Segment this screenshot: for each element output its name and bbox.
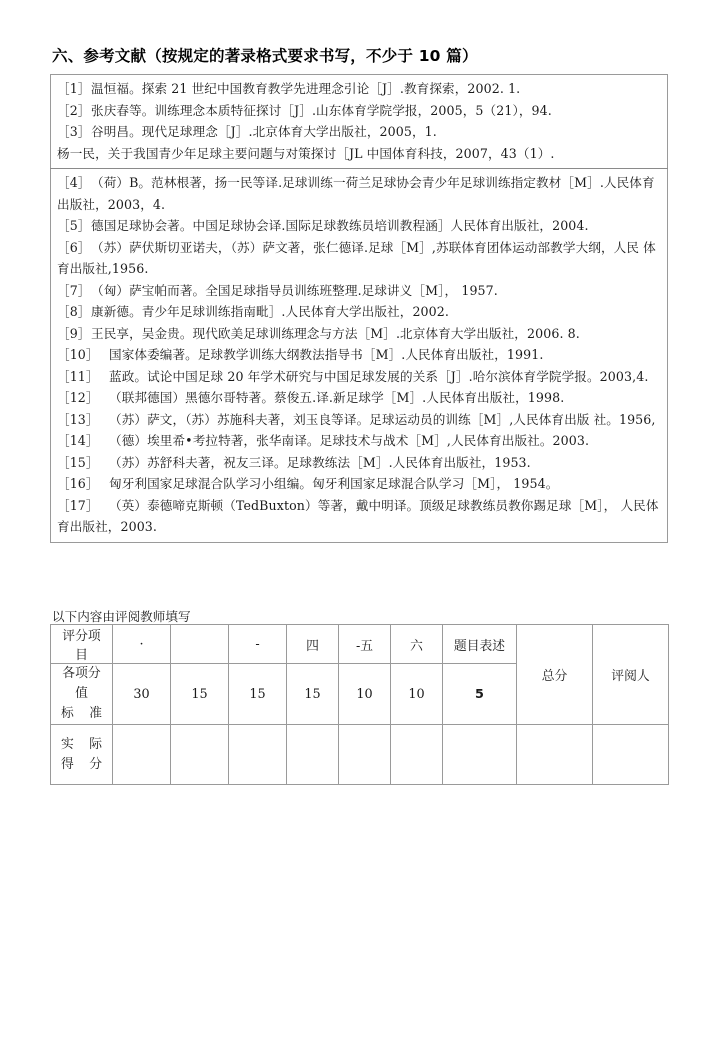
- reviewer-label: 评阅人: [593, 625, 669, 725]
- reference-item: [57, 430, 661, 452]
- reference-number: ［14］: [57, 433, 99, 448]
- reference-text: 谷明昌。现代足球理念［J］.北京体育大学出版社，2005，1.: [91, 124, 437, 139]
- score-blank-cell[interactable]: [171, 725, 229, 785]
- score-actual-line-2a: 得: [61, 756, 74, 772]
- score-actual-row: [51, 725, 669, 785]
- score-col-header-1: ·: [113, 625, 171, 664]
- reference-number: ［3］: [57, 124, 91, 139]
- reference-number: ［1］: [57, 81, 91, 96]
- references-group-1-cell: [51, 75, 668, 169]
- score-value-6: 10: [391, 664, 443, 725]
- score-row-label-actual: [51, 725, 113, 785]
- score-value-7: 5: [443, 664, 517, 725]
- score-blank-cell[interactable]: [113, 725, 171, 785]
- reference-text: 匈牙利国家足球混合队学习小组编。匈牙利国家足球混合队学习［M］， 1954。: [109, 476, 559, 491]
- score-actual-line-1a: 实: [61, 736, 74, 752]
- total-score-label: 总分: [517, 625, 593, 725]
- reference-number: ［11］: [57, 368, 99, 384]
- score-actual-line-2b: 分: [89, 756, 102, 772]
- reference-item: [57, 409, 661, 431]
- reference-item: [57, 387, 661, 409]
- score-row-label-header: 评分项目: [51, 625, 113, 664]
- reference-number: ［17］: [57, 497, 99, 513]
- score-value-5: 10: [339, 664, 391, 725]
- reference-item: [57, 452, 661, 474]
- reference-number: ［13］: [57, 411, 99, 427]
- reference-item: [57, 121, 661, 143]
- score-col-header-7: 题目表述: [443, 625, 517, 664]
- reference-text: 德国足球协会著。中国足球协会译.国际足球教练员培训教程涵］人民体育出版社，2004.: [91, 218, 589, 233]
- reference-text: 张庆春等。训练理念本质特征探讨［J］.山东体育学院学报，2005，5（21），94.: [91, 102, 552, 118]
- reference-number: ［12］: [57, 390, 99, 405]
- reference-text: 蓝政。试论中国足球 20 年学术研究与中国足球发展的关系［J］.哈尔滨体育学院学报。2003,4.: [109, 368, 649, 384]
- reference-item: [57, 78, 661, 100]
- reference-item: [57, 323, 661, 345]
- reference-text: 王民享，吴金贵。现代欧美足球训练理念与方法［M］.北京体育大学出版社，2006. 8.: [91, 325, 580, 341]
- reference-item: [57, 100, 661, 122]
- score-actual-line-1b: 际: [89, 736, 102, 752]
- reference-item: [57, 172, 661, 215]
- score-col-header-4: 四: [287, 625, 339, 664]
- score-value-4: 15: [287, 664, 339, 725]
- reference-item: [57, 280, 661, 302]
- score-row-label-standard: [51, 664, 113, 725]
- reference-text: （联邦德国）黑德尔哥特著。蔡俊五.译.新足球学［M］.人民体育出版社，1998.: [109, 390, 565, 405]
- score-standard-line-2b: 准: [89, 706, 102, 721]
- score-table: [50, 624, 669, 785]
- page-title: 六、参考文献（按规定的著录格式要求书写，不少于 10 篇）: [52, 47, 478, 65]
- reference-item: [57, 366, 661, 388]
- reference-item: [57, 495, 661, 538]
- reference-text: （英）泰德啼克斯顿（TedBuxton）等著，戴中明译。顶级足球教练员教你踢足球［M］， 人民体育出版社，2003.: [57, 497, 659, 534]
- reference-item: [57, 215, 661, 237]
- reference-item: [57, 237, 661, 280]
- score-standard-line-2a: 标: [61, 706, 74, 721]
- reference-trailing-line: 杨一民，关于我国青少年足球主要问题与对策探讨［JL 中国体育科技，2007，43（1）.: [57, 145, 555, 161]
- score-col-header-2: [171, 625, 229, 664]
- references-group-1-row: [51, 75, 668, 169]
- score-value-1: 30: [113, 664, 171, 725]
- reference-number: ［16］: [57, 476, 99, 491]
- score-blank-cell[interactable]: [443, 725, 517, 785]
- reference-number: ［4］: [57, 175, 91, 190]
- reference-number: ［2］: [57, 102, 91, 118]
- references-group-2-cell: [51, 169, 668, 543]
- score-col-header-5: -五: [339, 625, 391, 664]
- teacher-fill-label: 以下内容由评阅教师填写: [52, 609, 191, 624]
- reference-number: ［15］: [57, 454, 99, 470]
- score-col-header-3: ‐: [229, 625, 287, 664]
- score-blank-cell[interactable]: [339, 725, 391, 785]
- reference-number: ［5］: [57, 218, 91, 233]
- reference-number: ［10］: [57, 347, 99, 362]
- reference-text: （苏）苏舒科夫著，祝友三译。足球教练法［M］.人民体育出版社，1953.: [109, 454, 531, 470]
- score-blank-cell[interactable]: [391, 725, 443, 785]
- reference-item: [57, 473, 661, 495]
- reference-number: ［6］: [57, 239, 91, 255]
- reference-number: ［8］: [57, 304, 91, 319]
- reference-text: （匈）萨宝帕而著。全国足球指导员训练班整理.足球讲义［M］， 1957.: [91, 282, 498, 298]
- score-value-2: 15: [171, 664, 229, 725]
- reference-text: （德）埃里希•考拉特著，张华南译。足球技术与战术［M］,人民体育出版社。2003.: [109, 433, 590, 448]
- references-box: [50, 74, 668, 543]
- score-blank-cell[interactable]: [229, 725, 287, 785]
- reference-text: 温恒福。探索 21 世纪中国教育教学先进理念引论［J］.教育探索，2002. 1.: [91, 81, 521, 96]
- reference-number: ［7］: [57, 282, 91, 298]
- score-value-3: 15: [229, 664, 287, 725]
- reference-text: （苏）萨文，（苏）苏施科夫著，刘玉良等译。足球运动员的训练［M］,人民体育出版 社。1956,: [109, 411, 656, 427]
- score-blank-cell[interactable]: [287, 725, 339, 785]
- reference-text: 国家体委编著。足球教学训练大纲教法指导书［M］.人民体育出版社，1991.: [109, 347, 544, 362]
- reference-item: [57, 344, 661, 366]
- score-standard-line-1: 各项分值: [62, 666, 101, 701]
- references-group-2-row: [51, 169, 668, 543]
- score-col-header-6: 六: [391, 625, 443, 664]
- reviewer-blank-cell[interactable]: [593, 725, 669, 785]
- reference-text: （苏）萨伏斯切亚诺夫，（苏）萨文著，张仁德译.足球［M］,苏联体育团体运动部教学大纲，人民 体育出版社,1956.: [57, 239, 656, 276]
- reference-text: （荷）B。范林根著，扬一民等译.足球训练一荷兰足球协会青少年足球训练指定教材［M］.人民体育出版社，2003，4.: [57, 175, 655, 212]
- score-table-header-row: [51, 625, 669, 664]
- reference-item: [57, 301, 661, 323]
- reference-number: ［9］: [57, 325, 91, 341]
- reference-text: 康新德。青少年足球训练指南毗］.人民体育大学出版社，2002.: [91, 304, 449, 319]
- total-score-blank-cell[interactable]: [517, 725, 593, 785]
